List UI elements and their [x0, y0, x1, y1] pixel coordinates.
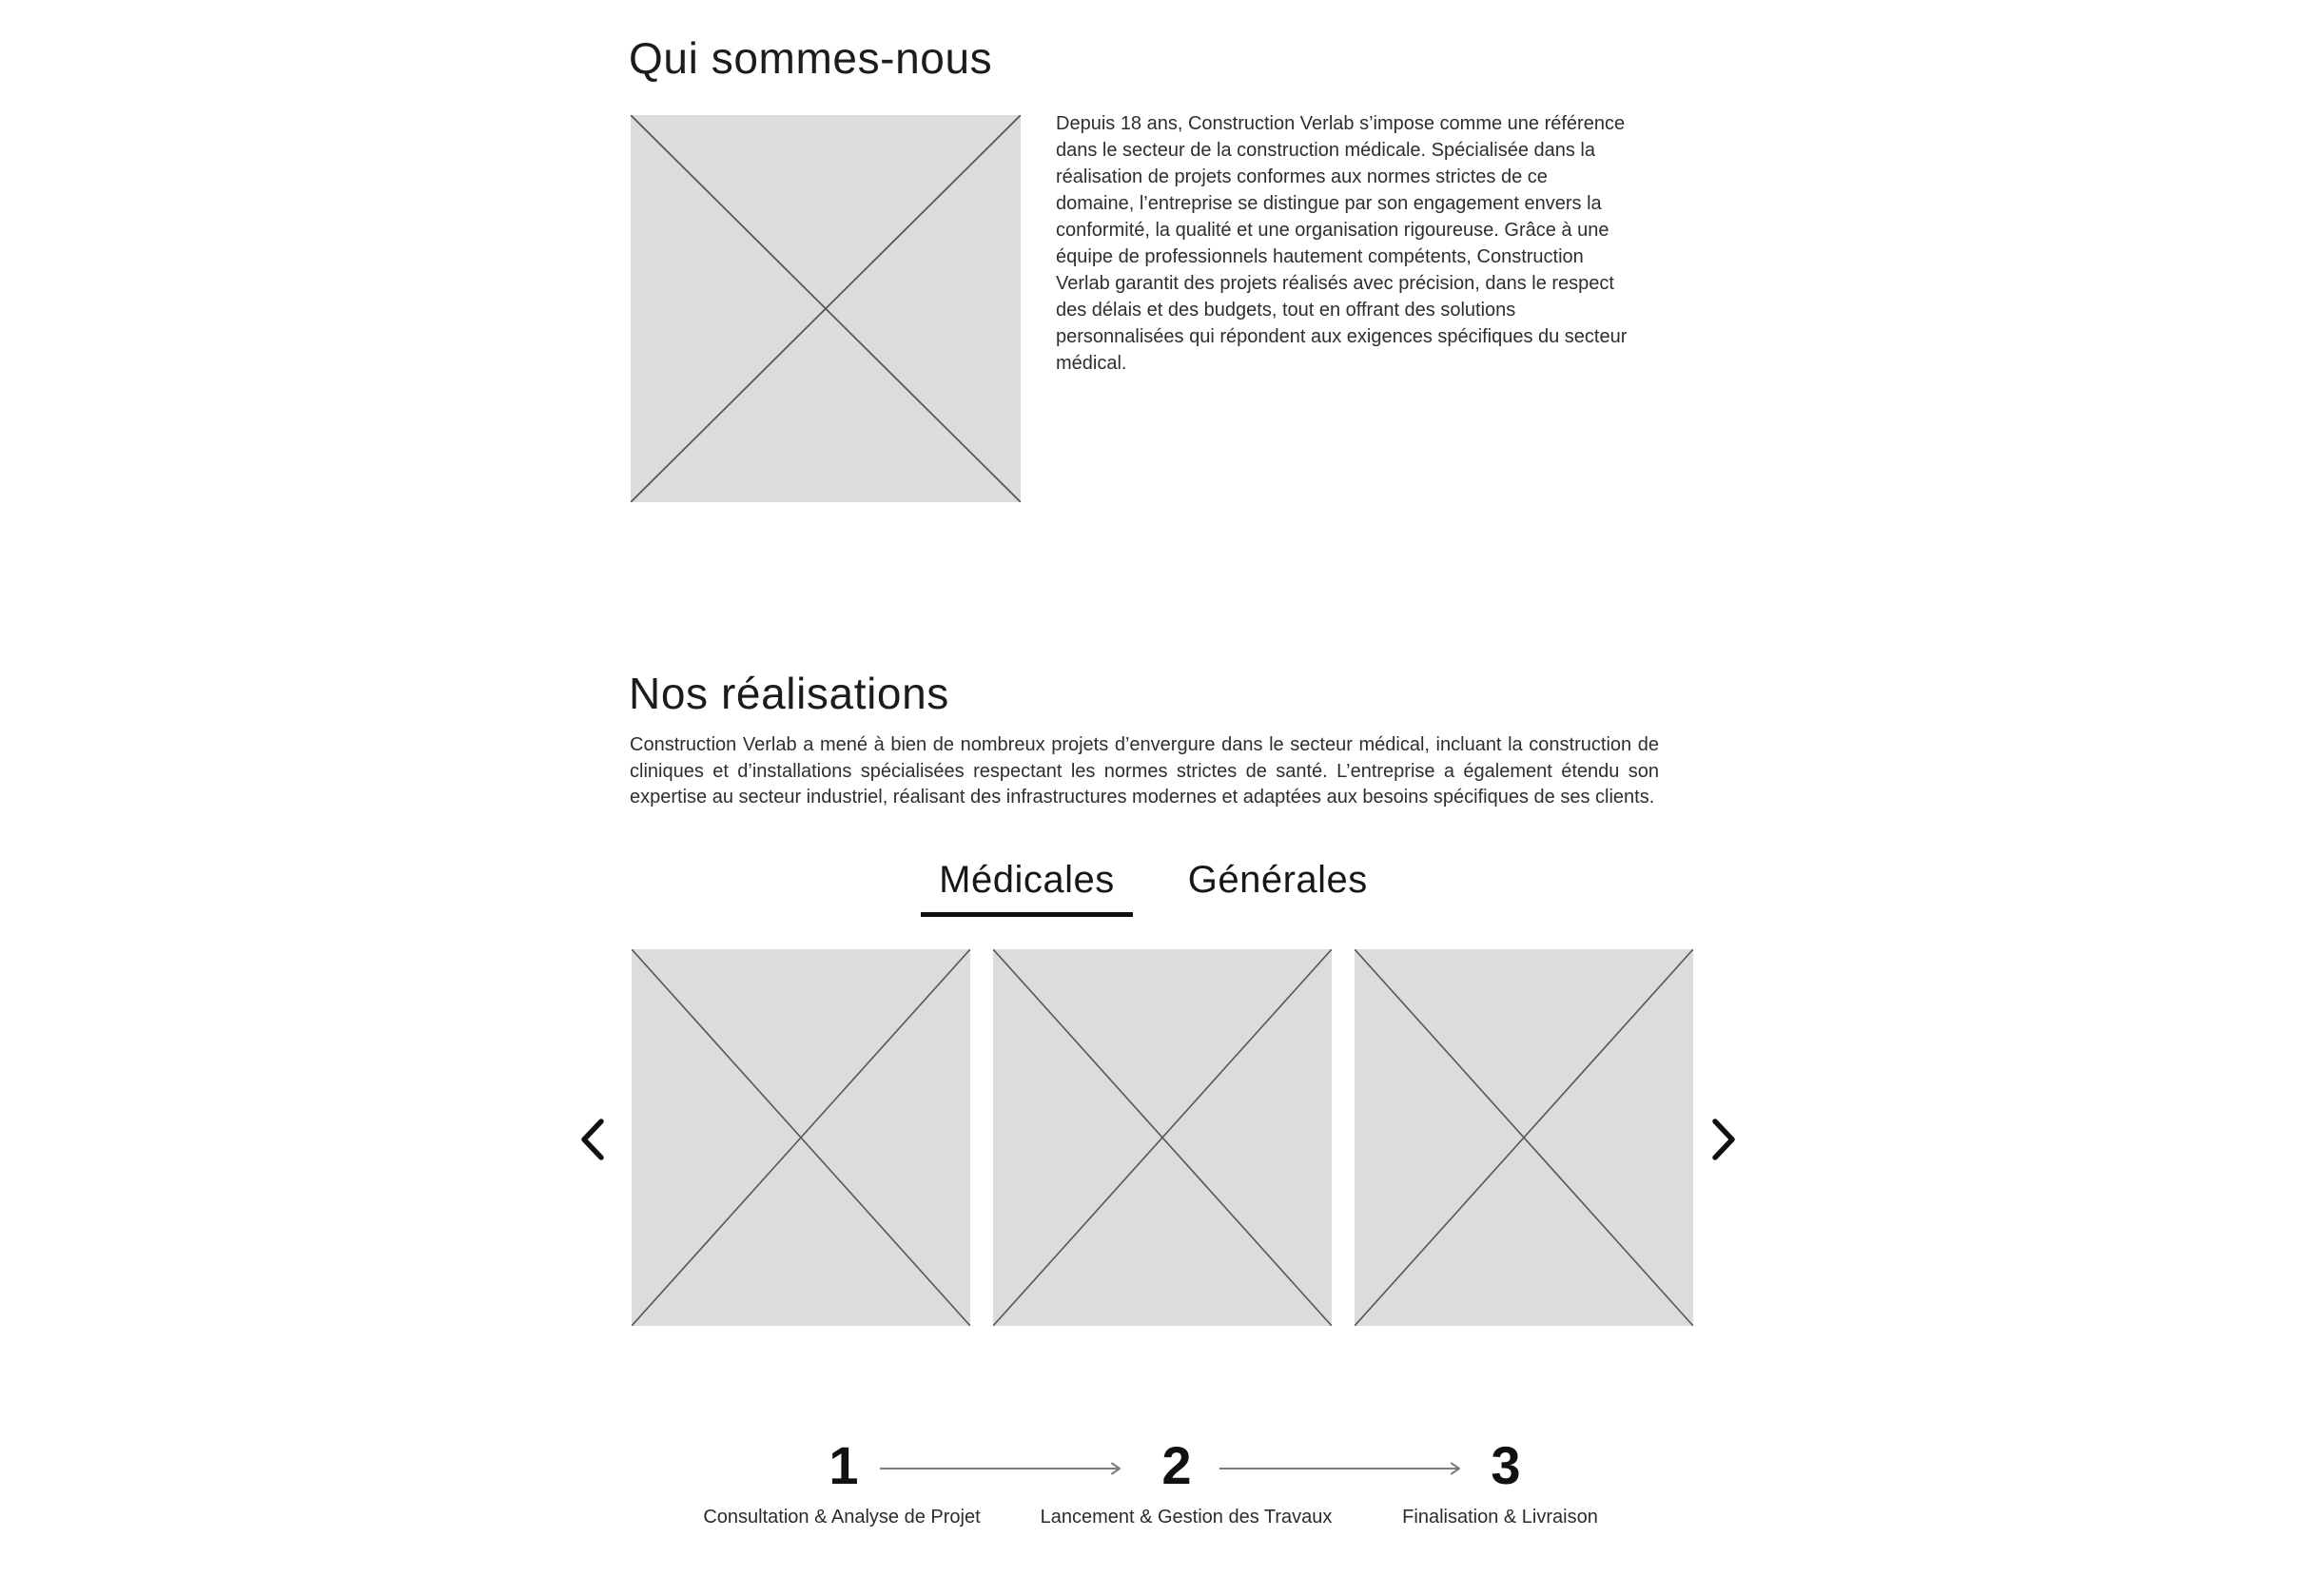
realisations-description: Construction Verlab a mené à bien de nombreux projets d’envergure dans le secteur médical, incluant la construction de cliniques et d’installations spécialisées respectant les normes strictes de santé. L’entreprise a également étendu son expertise au secteur industriel, réalisant des infrastructures modernes et adaptées aux besoins spécifiques de ses clients. — [630, 734, 1659, 808]
step-label: Finalisation & Livraison — [1402, 1507, 1598, 1528]
step-label: Consultation & Analyse de Projet — [703, 1507, 981, 1528]
step-number: 2 — [1161, 1435, 1192, 1495]
step-label: Lancement & Gestion des Travaux — [1040, 1507, 1333, 1528]
carousel-slide[interactable] — [632, 949, 970, 1326]
chevron-left-icon — [579, 1117, 606, 1162]
chevron-right-icon — [1710, 1117, 1737, 1162]
step-number: 3 — [1491, 1435, 1521, 1495]
carousel-prev-button[interactable] — [568, 1113, 617, 1166]
tab-generales[interactable]: Générales — [1188, 857, 1368, 917]
image-placeholder-icon — [993, 949, 1332, 1326]
image-placeholder-icon — [1355, 949, 1693, 1326]
carousel-slide[interactable] — [993, 949, 1332, 1326]
tab-medicales[interactable]: Médicales — [921, 857, 1133, 917]
long-arrow-right-icon — [880, 1461, 1125, 1476]
carousel-next-button[interactable] — [1699, 1113, 1748, 1166]
about-image-placeholder — [631, 115, 1021, 502]
step-number: 1 — [829, 1435, 859, 1495]
carousel-slide[interactable] — [1355, 949, 1693, 1326]
image-placeholder-icon — [632, 949, 970, 1326]
category-tabs — [631, 857, 1658, 917]
long-arrow-right-icon — [1219, 1461, 1465, 1476]
about-section-title: Qui sommes-nous — [629, 33, 993, 83]
realisations-section-title: Nos réalisations — [629, 669, 949, 718]
about-description: Depuis 18 ans, Construction Verlab s’impose comme une référence dans le secteur de la construction médicale. Spécialisée dans la réalisation de projets conformes aux normes strictes de ce domaine, l’entreprise se distingue par son engagement envers la conformité, la qualité et une organisation rigoureuse. Grâce à une équipe de professionnels hautement compétents, Construction Verlab garantit des projets réalisés avec précision, dans le respect des délais et des budgets, tout en offrant des solutions personnalisées qui répondent aux exigences spécifiques du secteur médical. — [1056, 113, 1628, 374]
image-placeholder-icon — [631, 115, 1021, 502]
